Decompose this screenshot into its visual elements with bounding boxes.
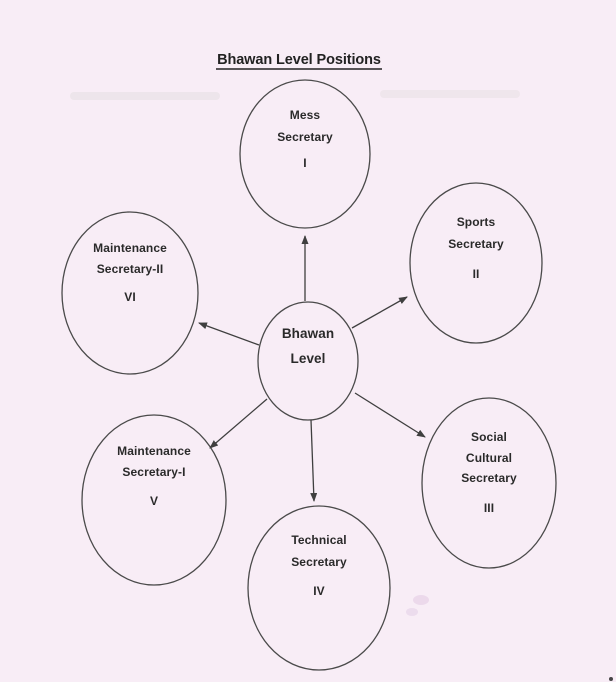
social-cultural-secretary-label-line1: Social xyxy=(471,430,507,444)
arrow-center-to-social-cultural-secretary xyxy=(355,393,425,437)
maintenance-secretary-2-label-line1: Maintenance xyxy=(93,241,167,255)
social-cultural-secretary-numeral: III xyxy=(483,501,495,515)
node-mess-secretary-ellipse xyxy=(240,80,370,228)
node-sports-secretary-ellipse xyxy=(410,183,542,343)
mess-secretary-numeral: I xyxy=(303,156,307,170)
mess-secretary-label-line1: Mess xyxy=(289,108,321,122)
maintenance-secretary-1-label-line2: Secretary-I xyxy=(122,465,186,479)
technical-secretary-label-line1: Technical xyxy=(291,533,347,547)
arrow-center-to-maintenance-secretary-1 xyxy=(210,399,267,448)
technical-secretary-label-line2: Secretary xyxy=(291,555,347,569)
sports-secretary-numeral: II xyxy=(472,267,480,281)
maintenance-secretary-2-numeral: VI xyxy=(124,290,136,304)
mess-secretary-label-line2: Secretary xyxy=(277,130,333,144)
maintenance-secretary-1-numeral: V xyxy=(149,494,159,508)
arrow-center-to-sports-secretary xyxy=(352,297,407,328)
maintenance-secretary-1-label-line1: Maintenance xyxy=(117,444,191,458)
social-cultural-secretary-label-line2: Cultural xyxy=(465,451,513,465)
sports-secretary-label-line2: Secretary xyxy=(448,237,504,251)
bhawan-level-label-line2: Level xyxy=(290,351,326,366)
technical-secretary-numeral: IV xyxy=(313,584,325,598)
arrow-center-to-maintenance-secretary-2 xyxy=(199,323,259,345)
maintenance-secretary-2-label-line2: Secretary-II xyxy=(96,262,164,276)
sports-secretary-label-line1: Sports xyxy=(456,215,496,229)
bhawan-level-label-line1: Bhawan xyxy=(281,326,335,341)
diagram-title: Bhawan Level Positions xyxy=(217,52,381,68)
arrow-center-to-technical-secretary xyxy=(311,420,314,501)
social-cultural-secretary-label-line3: Secretary xyxy=(461,471,517,485)
